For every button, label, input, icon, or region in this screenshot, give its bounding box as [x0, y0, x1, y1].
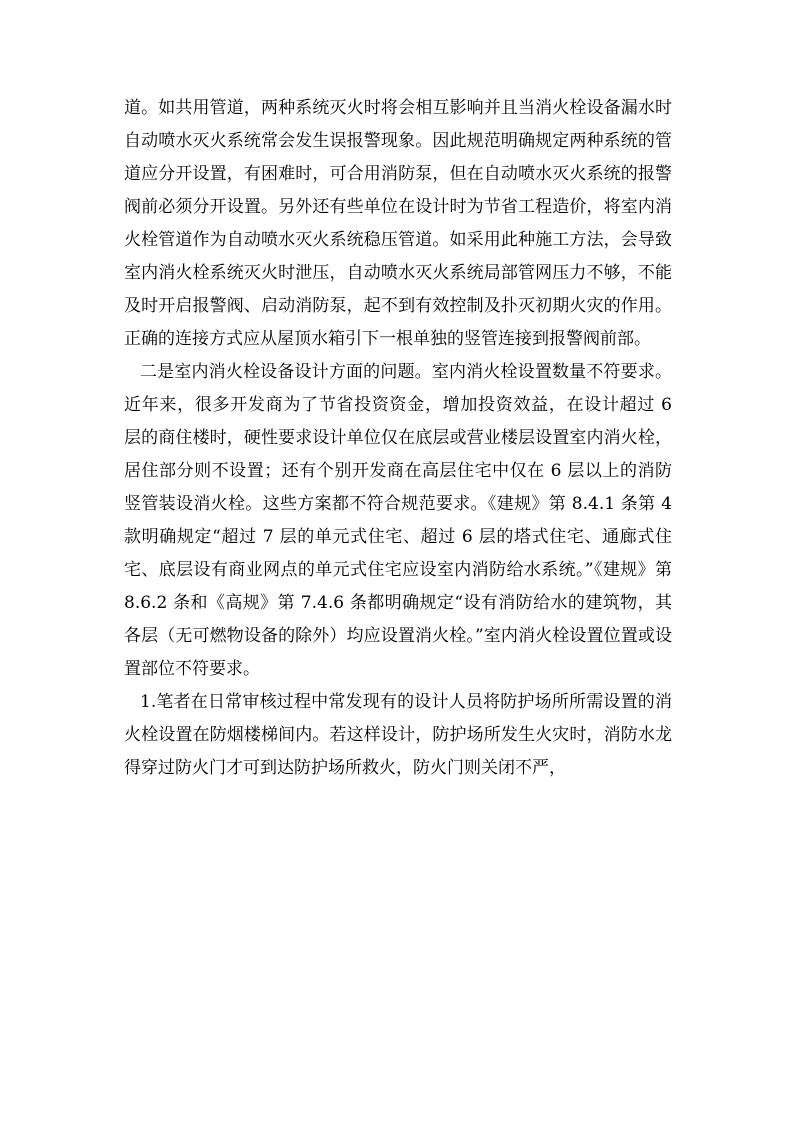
paragraph-3: 1.笔者在日常审核过程中常发现有的设计人员将防护场所所需设置的消火栓设置在防烟楼梯间内。若这样设计，防护场所发生火灾时，消防水龙得穿过防火门才可到达防护场所救火，防火门则关闭不严，: [124, 692, 672, 778]
paragraph-1: 道。如共用管道，两种系统灭火时将会相互影响并且当消火栓设备漏水时自动喷水灭火系统常会发生误报警现象。因此规范明确规定两种系统的管道应分开设置，有困难时，可合用消防泵，但在自动喷水灭火系统的报警阀前必须分开设置。另外还有些单位在设计时为节省工程造价，将室内消火栓管道作为自动喷水灭火系统稳压管道。如采用此种施工方法，会导致室内消火栓系统灭火时泄压，自动喷水灭火系统局部管网压力不够，不能及时开启报警阀、启动消防泵，起不到有效控制及扑灭初期火灾的作用。正确的连接方式应从屋顶水箱引下一根单独的竖管连接到报警阀前部。: [124, 98, 672, 349]
paragraph-2: 二是室内消火栓设备设计方面的问题。室内消火栓设置数量不符要求。近年来，很多开发商为了节省投资资金，增加投资效益，在设计超过 6 层的商住楼时，硬性要求设计单位仅在底层或营业楼层设置室内消火栓，居住部分则不设置；还有个别开发商在高层住宅中仅在 6 层以上的消防竖管装设消火栓。这些方案都不符合规范要求。《建规》第 8.4.1 条第 4 款明确规定“超过 7 层的单元式住宅、超过 6 层的塔式住宅、通廊式住宅、底层设有商业网点的单元式住宅应设室内消防给水系统。”《建规》第 8.6.2 条和《高规》第 7.4.6 条都明确规定“设有消防给水的建筑物，其各层（无可燃物设备的除外）均应设置消火栓。”室内消火栓设置位置或设置部位不符要求。: [124, 362, 672, 679]
body-text: [124, 92, 672, 785]
